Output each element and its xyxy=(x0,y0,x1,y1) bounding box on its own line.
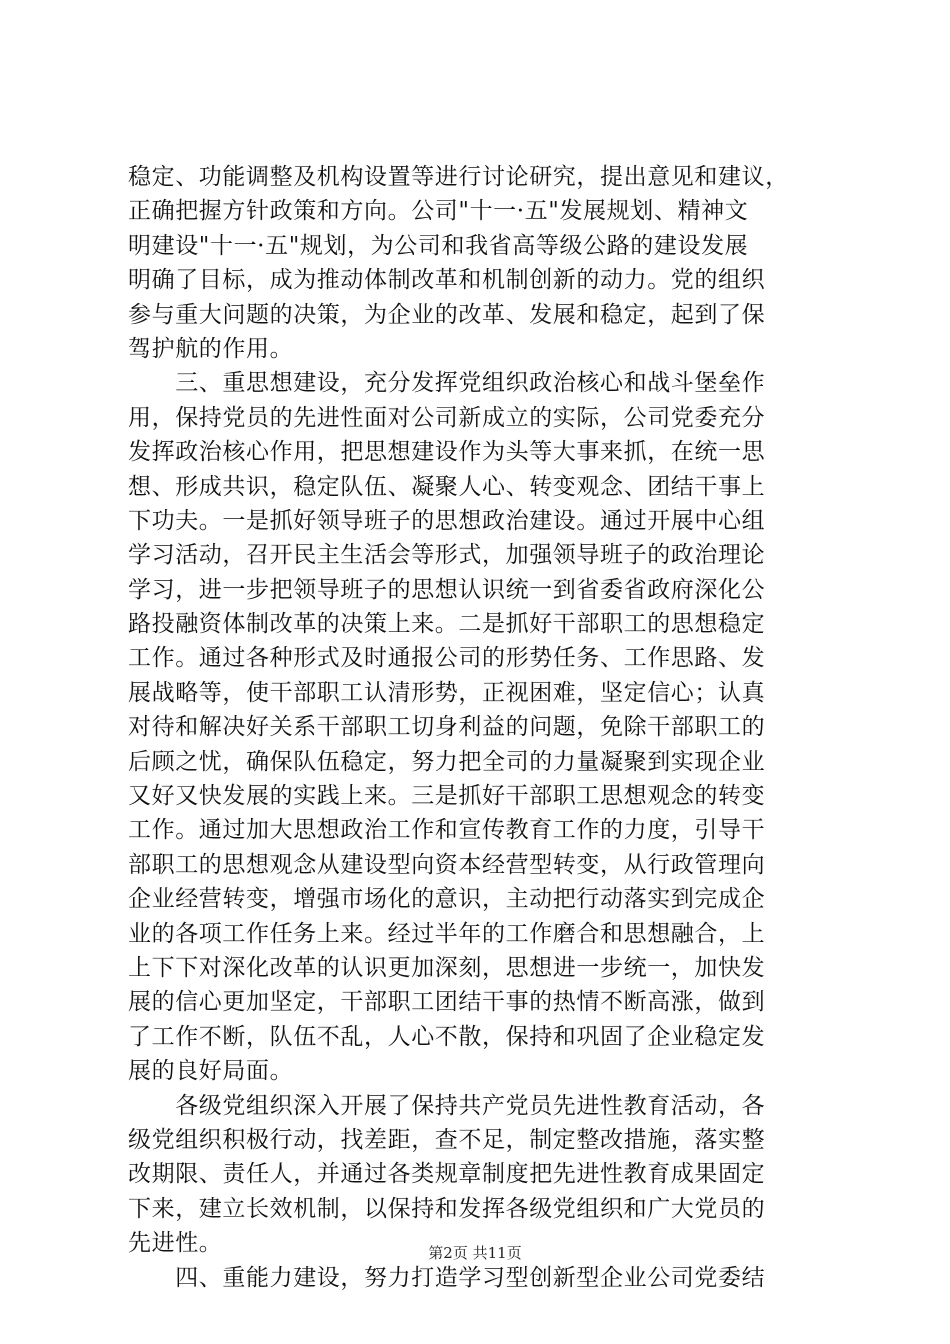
text-line: 了工作不断，队伍不乱，人心不散，保持和巩固了企业稳定发 xyxy=(128,1023,766,1050)
text-line: 下功夫。一是抓好领导班子的思想政治建设。通过开展中心组 xyxy=(128,507,766,534)
text-line: 级党组织积极行动，找差距，查不足，制定整改措施，落实整 xyxy=(128,1126,766,1153)
text-line: 明建设"十一·五"规划，为公司和我省高等级公路的建设发展 xyxy=(128,232,749,259)
text-line: 各级党组织深入开展了保持共产党员先进性教育活动，各 xyxy=(128,1092,766,1119)
text-line: 业的各项工作任务上来。经过半年的工作磨合和思想融合，上 xyxy=(128,920,766,947)
text-line: 三、重思想建设，充分发挥党组织政治核心和战斗堡垒作 xyxy=(128,370,766,397)
text-line: 驾护航的作用。 xyxy=(128,335,294,362)
text-line: 展的良好局面。 xyxy=(128,1058,294,1085)
page-footer: 第2页 共11页 xyxy=(428,1244,522,1262)
text-line: 上下下对深化改革的认识更加深刻，思想进一步统一，加快发 xyxy=(128,954,766,981)
text-line: 对待和解决好关系干部职工切身利益的问题，免除干部职工的 xyxy=(128,714,766,741)
text-line: 学习，进一步把领导班子的思想认识统一到省委省政府深化公 xyxy=(128,576,766,603)
text-line: 学习活动，召开民主生活会等形式，加强领导班子的政治理论 xyxy=(128,542,766,569)
text-line: 用，保持党员的先进性面对公司新成立的实际，公司党委充分 xyxy=(128,404,766,431)
text-line: 后顾之忧，确保队伍稳定，努力把全司的力量凝聚到实现企业 xyxy=(128,748,766,775)
text-line: 改期限、责任人，并通过各类规章制度把先进性教育成果固定 xyxy=(128,1161,766,1188)
text-line: 发挥政治核心作用，把思想建设作为头等大事来抓，在统一思 xyxy=(128,439,766,466)
text-line: 稳定、功能调整及机构设置等进行讨论研究，提出意见和建议， xyxy=(128,164,789,190)
text-line: 想、形成共识，稳定队伍、凝聚人心、转变观念、团结干事上 xyxy=(128,473,766,500)
text-line: 展战略等，使干部职工认清形势，正视困难，坚定信心；认真 xyxy=(128,679,766,706)
text-line: 下来，建立长效机制，以保持和发挥各级党组织和广大党员的 xyxy=(128,1195,766,1222)
text-line: 工作。通过加大思想政治工作和宣传教育工作的力度，引导干 xyxy=(128,817,766,844)
text-line: 四、重能力建设，努力打造学习型创新型企业公司党委结 xyxy=(128,1264,766,1291)
text-line: 路投融资体制改革的决策上来。二是抓好干部职工的思想稳定 xyxy=(128,611,766,638)
text-line: 先进性。 xyxy=(128,1230,223,1257)
text-line: 部职工的思想观念从建设型向资本经营型转变，从行政管理向 xyxy=(128,851,766,878)
text-line: 企业经营转变，增强市场化的意识，主动把行动落实到完成企 xyxy=(128,886,766,913)
text-line: 参与重大问题的决策，为企业的改革、发展和稳定，起到了保 xyxy=(128,301,766,328)
text-line: 工作。通过各种形式及时通报公司的形势任务、工作思路、发 xyxy=(128,645,766,672)
body-text xyxy=(128,160,832,1295)
text-line: 明确了目标，成为推动体制改革和机制创新的动力。党的组织 xyxy=(128,267,766,294)
text-line: 又好又快发展的实践上来。三是抓好干部职工思想观念的转变 xyxy=(128,783,766,810)
text-line: 正确把握方针政策和方向。公司"十一·五"发展规划、精神文 xyxy=(128,198,749,225)
text-line: 展的信心更加坚定，干部职工团结干事的热情不断高涨，做到 xyxy=(128,989,766,1016)
